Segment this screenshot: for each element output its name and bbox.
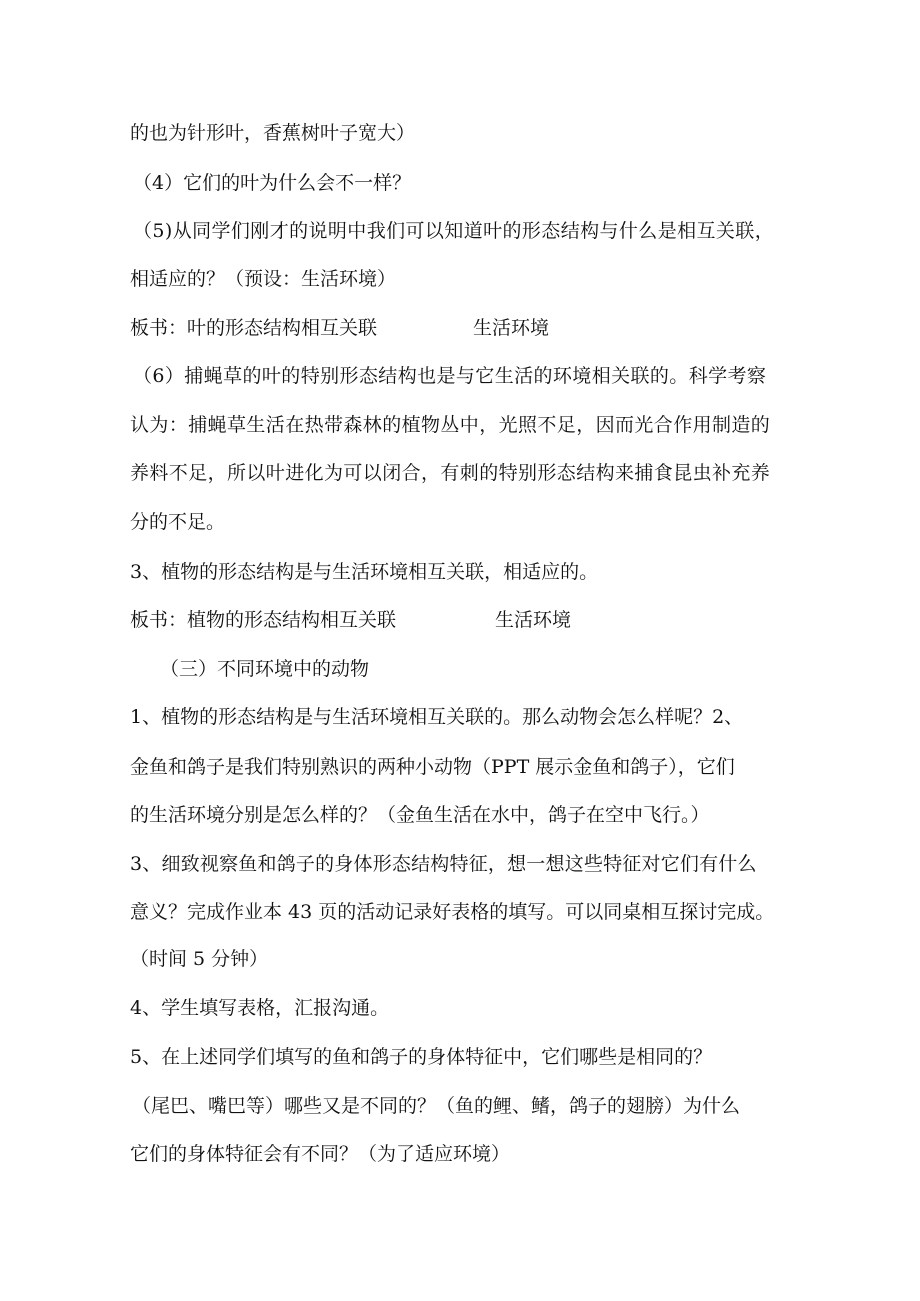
blackboard-note-right: 生活环境 (473, 317, 550, 339)
text-line: （时间 5 分钟） (130, 948, 269, 970)
text-line: 的也为针形叶，香蕉树叶子宽大） (130, 122, 416, 144)
blackboard-note: 板书：植物的形态结构相互关联 (130, 609, 397, 631)
text-line: 相适应的？（预设：生活环境） (130, 268, 397, 290)
text-line: 分的不足。 (130, 511, 226, 533)
text-line: 1、植物的形态结构是与生活环境相互关联的。那么动物会怎么样呢？2、 (130, 706, 744, 728)
text-line: 的生活环境分别是怎么样的？（金鱼生活在水中，鸽子在空中飞行。） (130, 804, 710, 826)
text-line: （4）它们的叶为什么会不一样？ (133, 172, 412, 194)
text-line: 3、细致视察鱼和鸽子的身体形态结构特征，想一想这些特征对它们有什么 (130, 853, 757, 875)
text-line: （6）捕蝇草的叶的特别形态结构也是与它生活的环境相关联的。科学考察 (133, 365, 767, 387)
text-line: 5、在上述同学们填写的鱼和鸽子的身体特征中，它们哪些是相同的？ (130, 1046, 713, 1068)
blackboard-note-right: 生活环境 (495, 609, 572, 631)
text-line: 3、植物的形态结构是与生活环境相互关联，相适应的。 (130, 561, 599, 583)
text-line: （5)从同学们刚才的说明中我们可以知道叶的形态结构与什么是相互关联， (133, 220, 775, 242)
text-line: 金鱼和鸽子是我们特别熟识的两种小动物（PPT 展示金鱼和鸽子），它们 (130, 756, 735, 778)
text-line: 认为：捕蝇草生活在热带森林的植物丛中，光照不足，因而光合作用制造的 (130, 414, 771, 436)
text-line: （尾巴、嘴巴等）哪些又是不同的？（鱼的鲤、鳍，鸽子的翅膀）为什么 (132, 1095, 741, 1117)
section-heading: （三）不同环境中的动物 (160, 658, 370, 680)
text-line: 4、学生填写表格，汇报沟通。 (130, 997, 390, 1019)
blackboard-note: 板书：叶的形态结构相互关联 (130, 317, 378, 339)
text-line: 养料不足，所以叶进化为可以闭合，有刺的特别形态结构来捕食昆虫补充养 (130, 462, 771, 484)
text-line: 意义？完成作业本 43 页的活动记录好表格的填写。可以同桌相互探讨完成。 (130, 901, 775, 923)
text-line: 它们的身体特征会有不同？（为了适应环境） (130, 1143, 511, 1165)
